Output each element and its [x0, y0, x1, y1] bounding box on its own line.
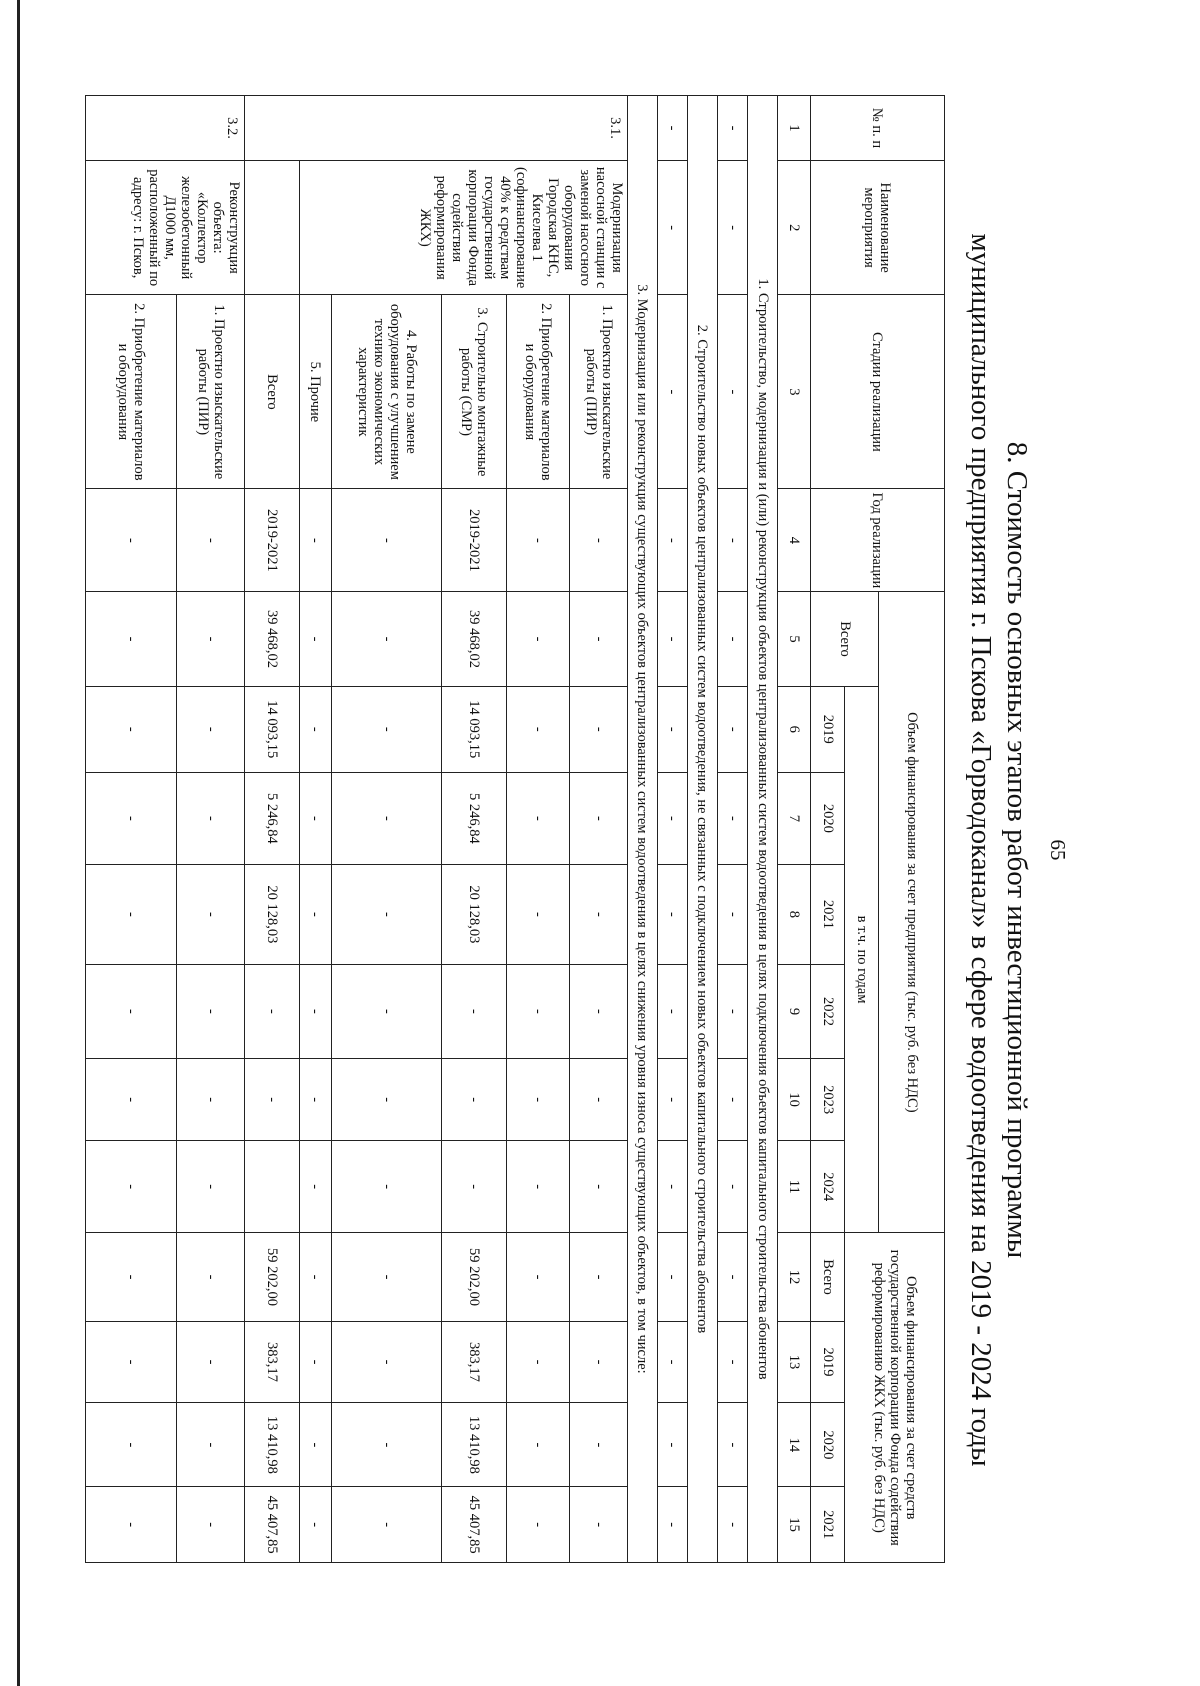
table-row	[299, 96, 332, 1563]
title-line-1: 8. Стоимость основных этапов работ инвестиционной программы	[1001, 441, 1033, 1259]
dash-cell: -	[299, 772, 332, 864]
dash-cell: -	[718, 1321, 748, 1403]
dash-cell: -	[299, 1321, 332, 1403]
smr-fund-2019: 383,17	[441, 1321, 507, 1403]
smr-fund-2021: 45 407,85	[441, 1487, 507, 1563]
dash-cell: -	[718, 772, 748, 864]
item-31-name: Модернизация насосной станции с заменой насосного оборудования Городская КНС, Киселева 1 (софинансирование 40% к средствам государственной корпорации Фонда содействия реформирования ЖКХ)	[299, 161, 627, 295]
dash-cell: -	[332, 1059, 441, 1141]
dash-cell: -	[570, 1059, 627, 1141]
col-number: 11	[778, 1141, 811, 1233]
item-31-stage-2: 2. Приобретение материалов и оборудования	[507, 295, 570, 489]
smr-2019: 14 093,15	[441, 686, 507, 772]
dash-cell: -	[332, 1321, 441, 1403]
dash-cell: -	[332, 489, 441, 592]
col-number: 14	[778, 1403, 811, 1487]
table-row	[244, 96, 299, 1563]
dash-cell: -	[177, 1487, 245, 1563]
smr-2021: 20 128,03	[441, 865, 507, 965]
total-fund-total: 59 202,00	[244, 1233, 299, 1321]
dash-cell: -	[177, 1141, 245, 1233]
dash-cell: -	[177, 865, 245, 965]
col-number: 3	[778, 295, 811, 489]
dash-cell: -	[299, 1403, 332, 1487]
table-row	[86, 96, 177, 1563]
item-32-name: Реконструкция объекта: «Коллектор железобетонный Д1000 мм, расположенный по адресу: г. Псков,	[86, 161, 245, 295]
col-number: 15	[778, 1487, 811, 1563]
dash-cell: -	[507, 686, 570, 772]
header-total: Всего	[810, 592, 878, 686]
dash-cell: -	[570, 1141, 627, 1233]
dash-cell: -	[657, 686, 687, 772]
header-year-2021: 2021	[810, 865, 844, 965]
header-enterprise-funding: Объем финансирования за счет предприятия (тыс. руб. без НДС)	[879, 592, 945, 1233]
smr-total: 39 468,02	[441, 592, 507, 686]
dash-cell: -	[507, 1403, 570, 1487]
total-2019: 14 093,15	[244, 686, 299, 772]
smr-fund-2020: 13 410,98	[441, 1403, 507, 1487]
dash-cell: -	[86, 1141, 177, 1233]
dash-cell: -	[299, 686, 332, 772]
dash-cell: -	[299, 1233, 332, 1321]
dash-cell: -	[86, 865, 177, 965]
header-year: Год реализации	[810, 489, 944, 592]
dash-cell: -	[657, 96, 687, 161]
smr-2020: 5 246,84	[441, 772, 507, 864]
dash-cell: -	[86, 964, 177, 1058]
col-number: 13	[778, 1321, 811, 1403]
dash-cell: -	[570, 1487, 627, 1563]
table-row	[718, 96, 748, 1563]
dash-cell: -	[657, 161, 687, 295]
dash-cell: -	[507, 1059, 570, 1141]
header-year-2022: 2022	[810, 964, 844, 1058]
total-fund-2020: 13 410,98	[244, 1403, 299, 1487]
dash-cell: -	[570, 1403, 627, 1487]
dash-cell: -	[657, 489, 687, 592]
dash-cell: -	[570, 1321, 627, 1403]
dash-cell: -	[86, 592, 177, 686]
dash-cell: -	[299, 1487, 332, 1563]
item-32-no: 3.2.	[86, 96, 245, 161]
dash-cell: -	[657, 964, 687, 1058]
item-31-no: 3.1.	[244, 96, 627, 161]
dash-cell: -	[299, 1059, 332, 1141]
item-31-stage-4: 4. Работы по замене оборудования с улучшением технико экономических характеристик	[332, 295, 441, 489]
dash-cell: -	[507, 1487, 570, 1563]
col-number: 12	[778, 1233, 811, 1321]
dash-cell: -	[718, 1141, 748, 1233]
table-row	[177, 96, 245, 1563]
dash-cell: -	[657, 295, 687, 489]
dash-cell: -	[718, 686, 748, 772]
dash-cell: -	[657, 592, 687, 686]
header-year-2023: 2023	[810, 1059, 844, 1141]
col-number: 6	[778, 686, 811, 772]
dash-cell: -	[507, 1141, 570, 1233]
dash-cell: -	[299, 592, 332, 686]
dash-cell: -	[177, 1403, 245, 1487]
smr-2024: -	[441, 1141, 507, 1233]
column-number-row	[778, 96, 811, 1563]
dash-cell: -	[177, 1059, 245, 1141]
dash-cell: -	[507, 592, 570, 686]
dash-cell: -	[177, 964, 245, 1058]
total-fund-2021: 45 407,85	[244, 1487, 299, 1563]
col-number: 8	[778, 865, 811, 965]
col-number: 9	[778, 964, 811, 1058]
dash-cell: -	[332, 1141, 441, 1233]
section-2-title: 2. Строительство новых объектов централизованных систем водоотведения, не связанных с подключением новых объектов капитального строительства абонентов	[687, 96, 717, 1563]
dash-cell: -	[299, 865, 332, 965]
table-row	[657, 96, 687, 1563]
table-row	[332, 96, 441, 1563]
dash-cell: -	[570, 489, 627, 592]
cost-table	[85, 95, 945, 1563]
total-year: 2019-2021	[244, 489, 299, 592]
dash-cell: -	[570, 772, 627, 864]
header-fund-funding: Объем финансирования за счет средств государственной корпорации Фонда содействия реформированию ЖКХ (тыс. руб. без НДС)	[845, 1233, 945, 1563]
dash-cell: -	[718, 1487, 748, 1563]
header-stage: Стадии реализации	[810, 295, 944, 489]
dash-cell: -	[177, 489, 245, 592]
smr-year: 2019-2021	[441, 489, 507, 592]
dash-cell: -	[718, 964, 748, 1058]
dash-cell: -	[86, 1487, 177, 1563]
item-31-stage-3: 3. Строительно монтажные работы (СМР)	[441, 295, 507, 489]
dash-cell: -	[718, 1403, 748, 1487]
dash-cell: -	[570, 592, 627, 686]
dash-cell: -	[332, 865, 441, 965]
dash-cell: -	[507, 1321, 570, 1403]
dash-cell: -	[177, 772, 245, 864]
page-edge-rule	[17, 0, 20, 1686]
col-number: 1	[778, 96, 811, 161]
dash-cell: -	[299, 489, 332, 592]
dash-cell: -	[177, 1233, 245, 1321]
dash-cell: -	[507, 964, 570, 1058]
dash-cell: -	[332, 1403, 441, 1487]
dash-cell: -	[718, 96, 748, 161]
item-31-name-continued	[244, 161, 299, 295]
dash-cell: -	[299, 964, 332, 1058]
header-fund-2020: 2020	[810, 1403, 844, 1487]
table-row	[507, 96, 570, 1563]
dash-cell: -	[657, 772, 687, 864]
document-title	[963, 100, 1035, 1600]
dash-cell: -	[718, 592, 748, 686]
total-2023: -	[244, 1059, 299, 1141]
dash-cell: -	[507, 772, 570, 864]
item-32-stage-2: 2. Приобретение материалов и оборудования	[86, 295, 177, 489]
dash-cell: -	[86, 1403, 177, 1487]
header-name: Наименование мероприятия	[810, 161, 944, 295]
dash-cell: -	[507, 489, 570, 592]
dash-cell: -	[86, 686, 177, 772]
dash-cell: -	[570, 964, 627, 1058]
total-2024	[244, 1141, 299, 1233]
dash-cell: -	[86, 1059, 177, 1141]
dash-cell: -	[507, 865, 570, 965]
header-year-2020: 2020	[810, 772, 844, 864]
title-line-2: муниципального предприятия г. Пскова «Горводоканал» в сфере водоотведения на 2019 - 2024 годы	[965, 233, 997, 1467]
item-31-stage-5: 5. Прочие	[299, 295, 332, 489]
dash-cell: -	[657, 1141, 687, 1233]
total-2020: 5 246,84	[244, 772, 299, 864]
dash-cell: -	[657, 1059, 687, 1141]
page-number: 65	[1046, 839, 1070, 861]
smr-2022: -	[441, 964, 507, 1058]
dash-cell: -	[718, 865, 748, 965]
dash-cell: -	[570, 1233, 627, 1321]
dash-cell: -	[332, 964, 441, 1058]
dash-cell: -	[177, 592, 245, 686]
dash-cell: -	[177, 686, 245, 772]
dash-cell: -	[332, 592, 441, 686]
dash-cell: -	[657, 1487, 687, 1563]
section-1-title: 1. Строительство, модернизация и (или) реконструкция объектов централизованных систем водоотведения в целях подключения объектов капитального строительства абонентов	[748, 96, 778, 1563]
dash-cell: -	[332, 1487, 441, 1563]
table-row	[570, 96, 627, 1563]
col-number: 10	[778, 1059, 811, 1141]
dash-cell: -	[718, 1233, 748, 1321]
total-total: 39 468,02	[244, 592, 299, 686]
section-3-title: 3. Модернизация или реконструкция существующих объектов централизованных систем водоотведения в целях снижения уровня износа существующих объектов, в том числе:	[627, 96, 657, 1563]
header-year-2019: 2019	[810, 686, 844, 772]
col-number: 4	[778, 489, 811, 592]
table-row	[441, 96, 507, 1563]
header-fund-2021: 2021	[810, 1487, 844, 1563]
dash-cell: -	[570, 865, 627, 965]
dash-cell: -	[507, 1233, 570, 1321]
dash-cell: -	[332, 1233, 441, 1321]
dash-cell: -	[332, 772, 441, 864]
dash-cell: -	[332, 686, 441, 772]
dash-cell: -	[718, 1059, 748, 1141]
dash-cell: -	[657, 1321, 687, 1403]
dash-cell: -	[86, 772, 177, 864]
item-31-total-label: Всего	[244, 295, 299, 489]
total-2021: 20 128,03	[244, 865, 299, 965]
total-fund-2019: 383,17	[244, 1321, 299, 1403]
smr-fund-total: 59 202,00	[441, 1233, 507, 1321]
smr-2023: -	[441, 1059, 507, 1141]
col-number: 5	[778, 592, 811, 686]
dash-cell: -	[570, 686, 627, 772]
col-number: 2	[778, 161, 811, 295]
dash-cell: -	[718, 489, 748, 592]
dash-cell: -	[657, 1403, 687, 1487]
dash-cell: -	[657, 865, 687, 965]
header-by-years: в т.ч. по годам	[845, 686, 879, 1233]
header-year-2024: 2024	[810, 1141, 844, 1233]
dash-cell: -	[86, 1233, 177, 1321]
dash-cell: -	[299, 1141, 332, 1233]
dash-cell: -	[718, 295, 748, 489]
item-31-stage-1: 1. Проектно изыскательские работы (ПИР)	[570, 295, 627, 489]
header-fund-2019: 2019	[810, 1321, 844, 1403]
dash-cell: -	[177, 1321, 245, 1403]
dash-cell: -	[718, 161, 748, 295]
header-no: № п. п	[810, 96, 944, 161]
header-fund-total: Всего	[810, 1233, 844, 1321]
dash-cell: -	[657, 1233, 687, 1321]
dash-cell: -	[86, 489, 177, 592]
dash-cell: -	[86, 1321, 177, 1403]
col-number: 7	[778, 772, 811, 864]
item-32-stage-1: 1. Проектно изыскательские работы (ПИР)	[177, 295, 245, 489]
total-2022: -	[244, 964, 299, 1058]
